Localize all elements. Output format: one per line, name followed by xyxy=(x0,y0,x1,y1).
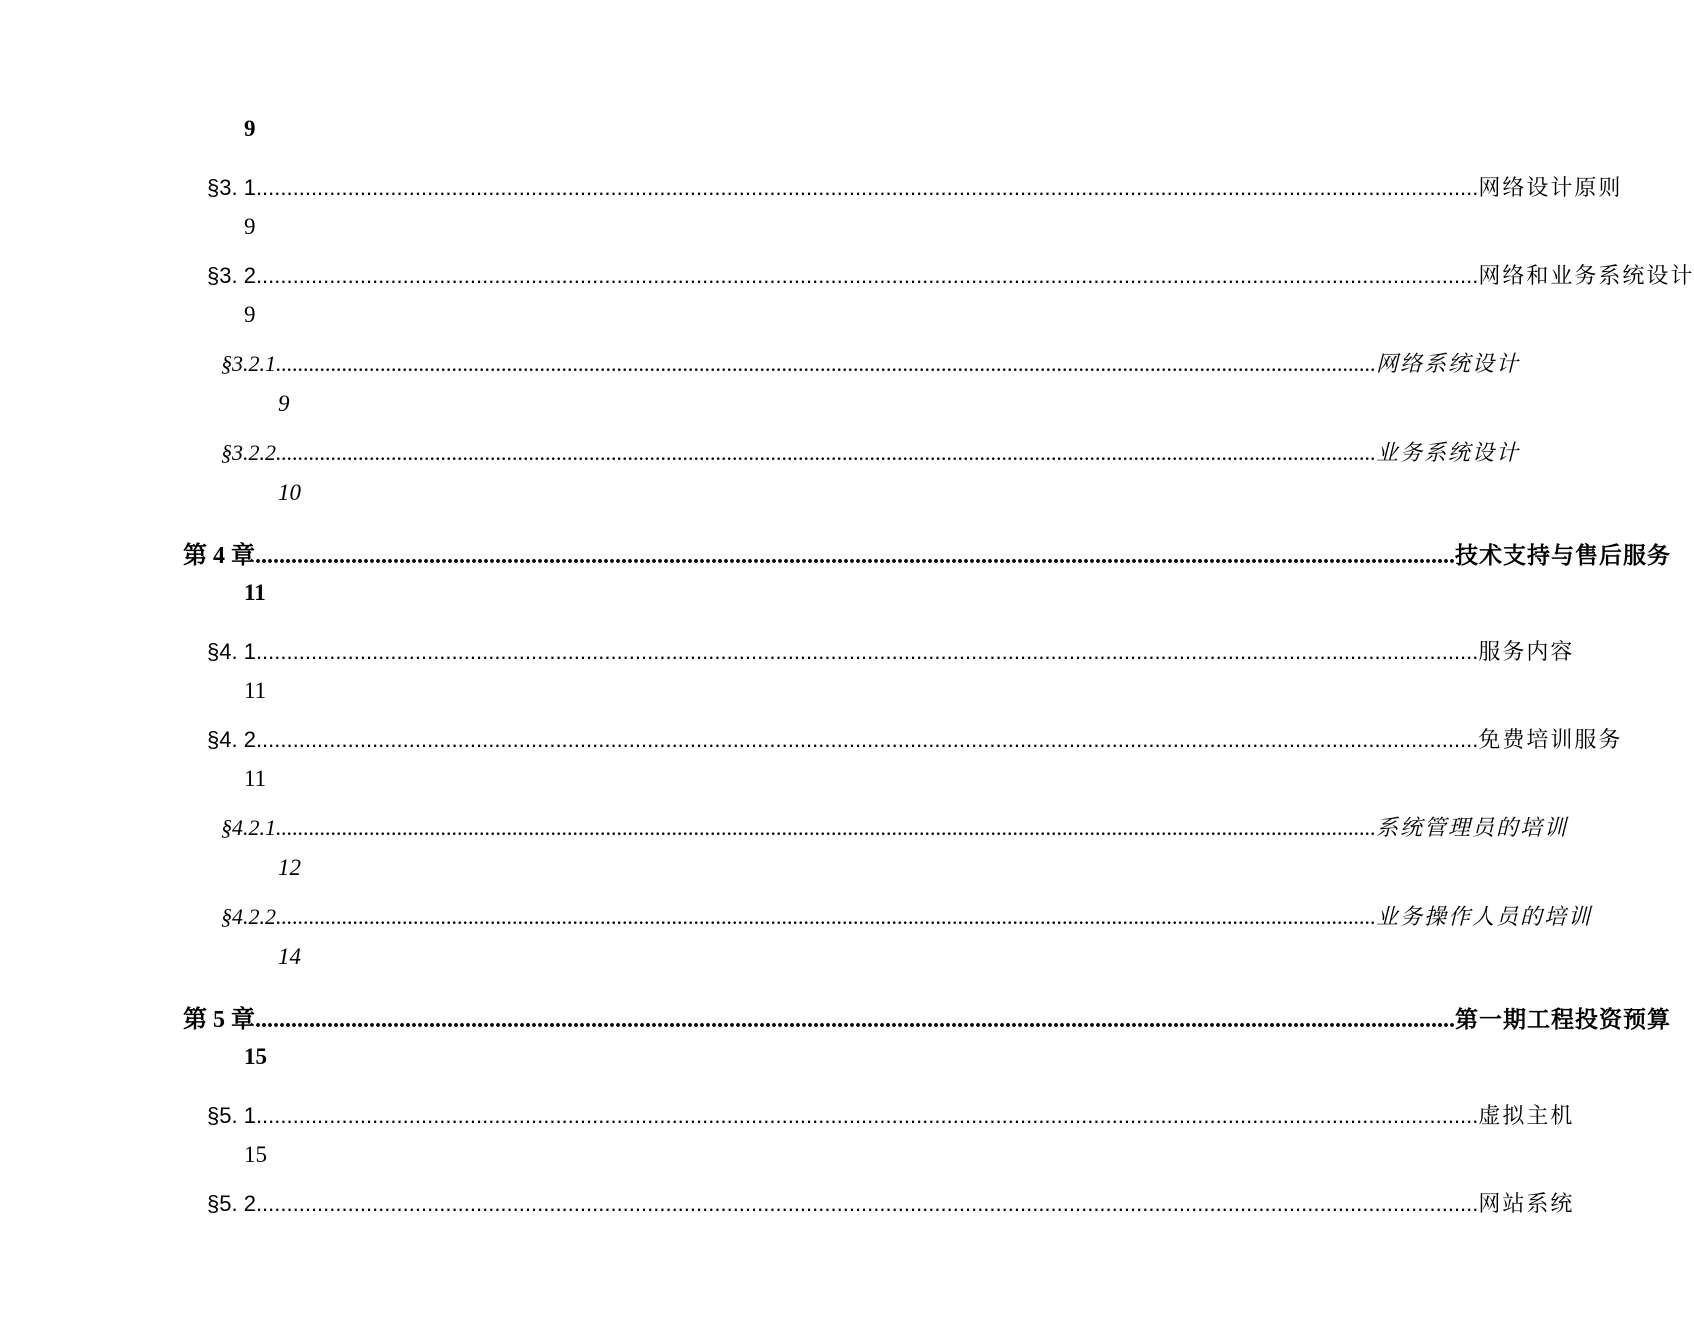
toc-entry-3-2[interactable] xyxy=(207,259,1694,290)
toc-page-number: 10 xyxy=(278,480,301,505)
toc-leader-dots: ........................................................................................................................................................................................................ xyxy=(255,727,1479,752)
toc-leader-dots: ........................................................................................................................................................................................................ xyxy=(255,639,1479,664)
toc-leader-dots: ........................................................................................................................................................................................................ xyxy=(255,175,1479,200)
toc-entry-5-1[interactable] xyxy=(207,1099,1575,1130)
toc-leader-dots: ........................................................................................................................................................................................................ xyxy=(276,351,1376,376)
toc-page-number: 15 xyxy=(244,1044,267,1069)
toc-page-number: 9 xyxy=(278,391,290,416)
toc-entry-4-2[interactable] xyxy=(207,723,1623,754)
toc-entry-label: §4.2.1 xyxy=(221,815,276,840)
toc-page-number: 9 xyxy=(244,116,256,141)
toc-entry-title: 网站系统 xyxy=(1478,1192,1575,1217)
toc-leader-dots: ........................................................................................................................................................................................................ xyxy=(255,543,1455,569)
toc-entry-label: 第 4 章 xyxy=(183,543,255,569)
toc-entry-title: 技术支持与售后服务 xyxy=(1455,543,1671,569)
toc-entry-5-2[interactable] xyxy=(207,1187,1575,1218)
toc-entry-4-2-2[interactable] xyxy=(221,900,1593,931)
toc-entry-title: 第一期工程投资预算 xyxy=(1455,1007,1671,1033)
toc-page-number: 11 xyxy=(244,678,267,703)
toc-entry-title: 免费培训服务 xyxy=(1478,728,1623,753)
toc-leader-dots: ........................................................................................................................................................................................................ xyxy=(276,815,1376,840)
toc-entry-label: §3. 2 xyxy=(207,263,256,288)
toc-entry-chapter-5[interactable] xyxy=(183,999,1671,1034)
toc-entry-label: §3. 1 xyxy=(207,175,256,200)
toc-entry-3-2-2[interactable] xyxy=(221,436,1521,467)
toc-entry-title: 服务内容 xyxy=(1478,640,1575,665)
toc-entry-title: 网络设计原则 xyxy=(1478,176,1623,201)
toc-leader-dots: ........................................................................................................................................................................................................ xyxy=(255,1103,1479,1128)
toc-page-number: 14 xyxy=(278,944,301,969)
toc-leader-dots: ........................................................................................................................................................................................................ xyxy=(276,904,1376,929)
toc-entry-label: §4.2.2 xyxy=(221,904,276,929)
toc-entry-title: 业务操作人员的培训 xyxy=(1376,905,1593,930)
toc-entry-title: 业务系统设计 xyxy=(1376,441,1521,466)
toc-leader-dots: ........................................................................................................................................................................................................ xyxy=(255,1007,1455,1033)
toc-entry-label: §5. 1 xyxy=(207,1103,256,1128)
toc-page-number: 11 xyxy=(244,766,267,791)
toc-page-number: 12 xyxy=(278,855,301,880)
toc-entry-3-2-1[interactable] xyxy=(221,347,1521,378)
toc-entry-label: §4. 2 xyxy=(207,727,256,752)
toc-page-number: 9 xyxy=(244,302,256,327)
toc-entry-4-1[interactable] xyxy=(207,635,1575,666)
toc-entry-label: §5. 2 xyxy=(207,1191,256,1216)
toc-leader-dots: ........................................................................................................................................................................................................ xyxy=(255,263,1479,288)
toc-entry-title: 网络和业务系统设计 xyxy=(1478,264,1694,289)
toc-leader-dots: ........................................................................................................................................................................................................ xyxy=(276,440,1376,465)
toc-page-number: 9 xyxy=(244,214,256,239)
toc-entry-title: 虚拟主机 xyxy=(1478,1104,1575,1129)
toc-leader-dots: ........................................................................................................................................................................................................ xyxy=(255,1191,1479,1216)
toc-entry-label: §4. 1 xyxy=(207,639,256,664)
toc-entry-3-1[interactable] xyxy=(207,171,1623,202)
toc-page-number: 11 xyxy=(244,580,266,605)
toc-entry-4-2-1[interactable] xyxy=(221,811,1569,842)
toc-entry-label: 第 5 章 xyxy=(183,1007,255,1033)
toc-entry-label: §3.2.1 xyxy=(221,351,276,376)
toc-page-number: 15 xyxy=(244,1142,267,1167)
toc-entry-title: 系统管理员的培训 xyxy=(1376,816,1569,841)
toc-entry-label: §3.2.2 xyxy=(221,440,276,465)
toc-entry-chapter-4[interactable] xyxy=(183,535,1671,570)
toc-entry-title: 网络系统设计 xyxy=(1376,352,1521,377)
